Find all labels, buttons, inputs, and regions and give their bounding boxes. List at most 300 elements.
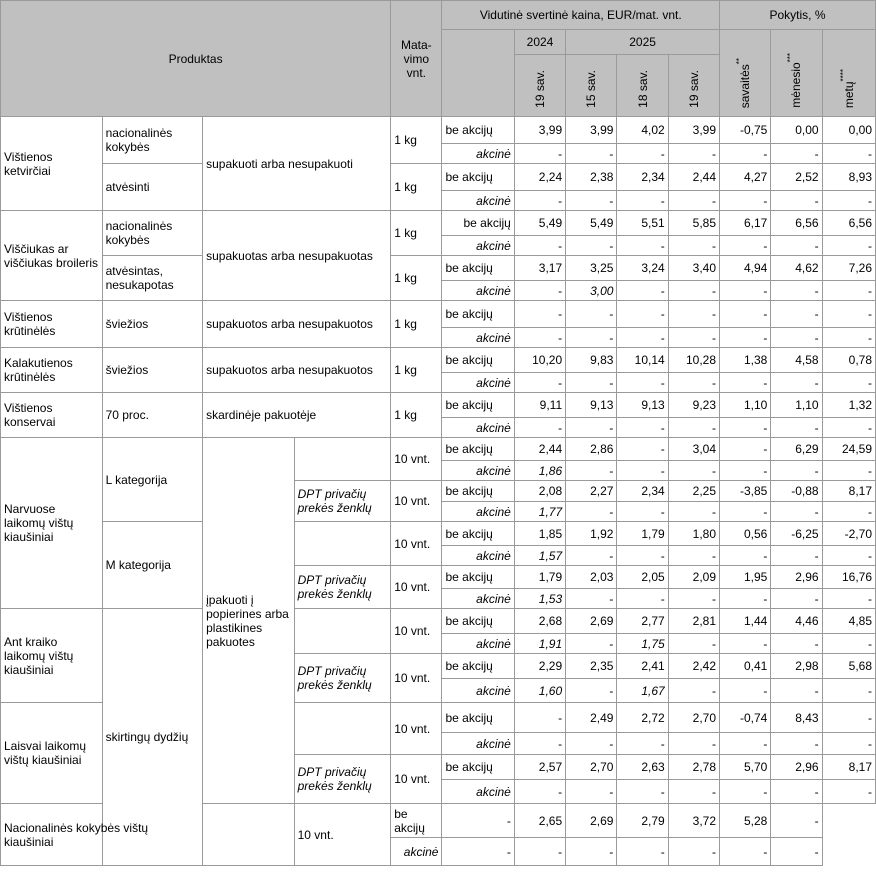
price-type: akcinė	[442, 679, 514, 703]
price-type: akcinė	[442, 502, 514, 522]
price-type: akcinė	[442, 733, 514, 755]
value-cell: 10,14	[617, 348, 668, 373]
value-cell: 1,86	[514, 461, 565, 481]
value-cell: -	[442, 804, 514, 838]
value-cell: 2,27	[566, 481, 617, 502]
value-cell: -	[668, 634, 719, 654]
value-cell: 1,85	[514, 522, 565, 546]
value-cell: 1,67	[617, 679, 668, 703]
price-type: akcinė	[442, 461, 514, 481]
value-cell: 2,81	[668, 609, 719, 634]
value-cell: 2,24	[514, 164, 565, 191]
value-cell: 3,99	[514, 117, 565, 144]
brand	[294, 438, 391, 481]
value-cell: 3,40	[668, 256, 719, 281]
value-cell: 2,57	[514, 755, 565, 780]
value-cell: 5,49	[514, 211, 565, 236]
product-sub: L kategorija	[102, 438, 203, 522]
value-cell: 4,94	[720, 256, 771, 281]
value-cell: 2,44	[668, 164, 719, 191]
unit: 10 vnt.	[391, 438, 442, 481]
value-cell: 3,17	[514, 256, 565, 281]
value-cell: -	[514, 418, 565, 438]
value-cell: -	[617, 328, 668, 348]
price-type: be akcijų	[442, 654, 514, 679]
value-cell: 3,25	[566, 256, 617, 281]
value-cell: 1,77	[514, 502, 565, 522]
product-pack: supakuotos arba nesupakuotos	[203, 301, 391, 348]
value-cell: 4,46	[771, 609, 822, 634]
product-name: Narvuose laikomų vištų kiaušiniai	[1, 438, 103, 609]
product-name: Kalakutienos krūtinėlės	[1, 348, 103, 393]
product-name: Vištienos konservai	[1, 393, 103, 438]
unit: 10 vnt.	[391, 703, 442, 755]
value-cell: 0,56	[720, 522, 771, 546]
value-cell: -	[720, 780, 771, 804]
value-cell: -	[822, 301, 875, 328]
value-cell: 5,85	[668, 211, 719, 236]
product-pack: supakuoti arba nesupakuoti	[203, 117, 391, 211]
unit: 1 kg	[391, 117, 442, 164]
value-cell: 2,72	[617, 703, 668, 733]
brand-dpt: DPT privačių prekės ženklų	[294, 654, 391, 703]
header-unit: Mata- vimo vnt.	[391, 1, 442, 117]
value-cell: -	[668, 281, 719, 301]
header-week-2024-19: 19 sav.	[514, 55, 565, 117]
value-cell: 0,41	[720, 654, 771, 679]
header-week-2025-15: 15 sav.	[566, 55, 617, 117]
value-cell: -	[720, 144, 771, 164]
value-cell: -	[566, 418, 617, 438]
brand	[203, 804, 295, 866]
value-cell: 2,63	[617, 755, 668, 780]
value-cell: -	[566, 191, 617, 211]
price-type: akcinė	[442, 780, 514, 804]
value-cell: 5,28	[720, 804, 771, 838]
value-cell: 8,93	[822, 164, 875, 191]
value-cell: -	[720, 301, 771, 328]
value-cell: -	[566, 328, 617, 348]
value-cell: -	[566, 461, 617, 481]
value-cell: 4,62	[771, 256, 822, 281]
price-type: akcinė	[442, 546, 514, 566]
value-cell: 2,49	[566, 703, 617, 733]
value-cell: 3,24	[617, 256, 668, 281]
value-cell: -2,70	[822, 522, 875, 546]
value-cell: 2,70	[566, 755, 617, 780]
value-cell: -	[617, 281, 668, 301]
value-cell: 1,75	[617, 634, 668, 654]
value-cell: -	[566, 780, 617, 804]
value-cell: -	[720, 438, 771, 461]
value-cell: 0,78	[822, 348, 875, 373]
value-cell: -	[514, 236, 565, 256]
value-cell: 6,17	[720, 211, 771, 236]
value-cell: -	[668, 780, 719, 804]
value-cell: -	[617, 733, 668, 755]
price-type: be akcijų	[442, 609, 514, 634]
price-type: be akcijų	[442, 438, 514, 461]
header-savaites: savaitės**	[720, 30, 771, 117]
unit: 10 vnt.	[294, 804, 391, 866]
price-type: be akcijų	[442, 522, 514, 546]
value-cell: 2,52	[771, 164, 822, 191]
value-cell: 2,35	[566, 654, 617, 679]
value-cell: 9,13	[617, 393, 668, 418]
price-type: akcinė	[442, 589, 514, 609]
price-type: akcinė	[391, 838, 442, 866]
value-cell: 2,96	[771, 566, 822, 589]
value-cell: 9,13	[566, 393, 617, 418]
value-cell: -	[566, 301, 617, 328]
unit: 1 kg	[391, 256, 442, 301]
value-cell: 8,17	[822, 481, 875, 502]
value-cell: -	[822, 634, 875, 654]
unit: 10 vnt.	[391, 609, 442, 654]
value-cell: 7,26	[822, 256, 875, 281]
value-cell: 6,56	[822, 211, 875, 236]
value-cell: 10,28	[668, 348, 719, 373]
value-cell: -	[822, 780, 875, 804]
price-type: akcinė	[442, 236, 514, 256]
value-cell: 6,56	[771, 211, 822, 236]
value-cell: 2,41	[617, 654, 668, 679]
product-sub: nacionalinės kokybės	[102, 211, 203, 256]
price-type: akcinė	[442, 144, 514, 164]
value-cell: 1,91	[514, 634, 565, 654]
unit: 10 vnt.	[391, 755, 442, 804]
value-cell: -	[822, 144, 875, 164]
value-cell: -	[566, 502, 617, 522]
value-cell: -	[442, 838, 514, 866]
value-cell: 24,59	[822, 438, 875, 461]
unit: 1 kg	[391, 301, 442, 348]
value-cell: -	[617, 236, 668, 256]
value-cell: -	[514, 144, 565, 164]
value-cell: -	[617, 191, 668, 211]
value-cell: -	[617, 838, 668, 866]
header-year-2024: 2024	[514, 30, 565, 55]
unit: 1 kg	[391, 211, 442, 256]
value-cell: 0,00	[771, 117, 822, 144]
value-cell: 2,77	[617, 609, 668, 634]
product-pack: skardinėje pakuotėje	[203, 393, 391, 438]
value-cell: -	[514, 281, 565, 301]
value-cell: -	[822, 733, 875, 755]
value-cell: 6,29	[771, 438, 822, 461]
header-change: Pokytis, %	[720, 1, 876, 30]
value-cell: -	[771, 144, 822, 164]
value-cell: -	[822, 373, 875, 393]
value-cell: -	[720, 838, 771, 866]
value-cell: -	[668, 328, 719, 348]
value-cell: 3,99	[668, 117, 719, 144]
brand	[294, 522, 391, 566]
value-cell: -	[771, 679, 822, 703]
value-cell: 4,58	[771, 348, 822, 373]
value-cell: -	[668, 461, 719, 481]
value-cell: -	[668, 418, 719, 438]
value-cell: -	[566, 838, 617, 866]
value-cell: -	[720, 546, 771, 566]
value-cell: 2,69	[566, 609, 617, 634]
value-cell: 2,44	[514, 438, 565, 461]
value-cell: 8,43	[771, 703, 822, 733]
brand	[294, 609, 391, 654]
value-cell: 1,44	[720, 609, 771, 634]
value-cell: -	[822, 281, 875, 301]
value-cell: 1,53	[514, 589, 565, 609]
value-cell: -	[771, 461, 822, 481]
value-cell: 2,29	[514, 654, 565, 679]
price-type: be akcijų	[391, 804, 442, 838]
header-blank	[442, 30, 514, 117]
value-cell: -	[668, 589, 719, 609]
value-cell: -	[566, 546, 617, 566]
value-cell: -6,25	[771, 522, 822, 546]
value-cell: 10,20	[514, 348, 565, 373]
value-cell: -	[771, 502, 822, 522]
value-cell: 2,38	[566, 164, 617, 191]
value-cell: -	[771, 733, 822, 755]
value-cell: 9,11	[514, 393, 565, 418]
value-cell: -	[720, 191, 771, 211]
header-week-2025-19: 19 sav.	[668, 55, 719, 117]
value-cell: -	[566, 589, 617, 609]
value-cell: -0,88	[771, 481, 822, 502]
brand	[294, 703, 391, 755]
value-cell: 1,60	[514, 679, 565, 703]
value-cell: 5,70	[720, 755, 771, 780]
value-cell: 2,69	[566, 804, 617, 838]
value-cell: -0,74	[720, 703, 771, 733]
value-cell: 5,68	[822, 654, 875, 679]
value-cell: 2,09	[668, 566, 719, 589]
value-cell: -	[668, 301, 719, 328]
value-cell: -	[720, 373, 771, 393]
price-type: be akcijų	[442, 256, 514, 281]
value-cell: -	[822, 461, 875, 481]
value-cell: 2,42	[668, 654, 719, 679]
value-cell: 1,32	[822, 393, 875, 418]
value-cell: 2,05	[617, 566, 668, 589]
value-cell: -	[617, 546, 668, 566]
value-cell: 3,00	[566, 281, 617, 301]
price-type: akcinė	[442, 373, 514, 393]
value-cell: -	[668, 679, 719, 703]
value-cell: -	[514, 838, 565, 866]
value-cell: -	[771, 804, 822, 838]
value-cell: 2,96	[771, 755, 822, 780]
value-cell: 4,27	[720, 164, 771, 191]
value-cell: -	[720, 733, 771, 755]
value-cell: 4,85	[822, 609, 875, 634]
unit: 1 kg	[391, 164, 442, 211]
value-cell: -	[771, 236, 822, 256]
value-cell: 8,17	[822, 755, 875, 780]
header-week-2025-18: 18 sav.	[617, 55, 668, 117]
product-sub: šviežios	[102, 301, 203, 348]
value-cell: -	[822, 502, 875, 522]
header-price: Vidutinė svertinė kaina, EUR/mat. vnt.	[442, 1, 720, 30]
product-name: Ant kraiko laikomų vištų kiaušiniai	[1, 609, 103, 703]
header-menesio: mėnesio***	[771, 30, 822, 117]
value-cell: 2,78	[668, 755, 719, 780]
value-cell: -	[668, 733, 719, 755]
value-cell: -3,85	[720, 481, 771, 502]
value-cell: -	[617, 780, 668, 804]
value-cell: 2,86	[566, 438, 617, 461]
header-metu: metų****	[822, 30, 875, 117]
product-sub: M kategorija	[102, 522, 203, 609]
value-cell: -	[720, 679, 771, 703]
value-cell: 1,10	[720, 393, 771, 418]
price-type: be akcijų	[442, 117, 514, 144]
value-cell: 1,79	[617, 522, 668, 546]
brand-dpt: DPT privačių prekės ženklų	[294, 755, 391, 804]
product-sub: skirtingų dydžių	[102, 609, 203, 866]
value-cell: -	[771, 589, 822, 609]
value-cell: -0,75	[720, 117, 771, 144]
price-type: be akcijų	[442, 703, 514, 733]
value-cell: 1,80	[668, 522, 719, 546]
price-type: be akcijų	[442, 481, 514, 502]
value-cell: -	[617, 418, 668, 438]
value-cell: -	[566, 144, 617, 164]
unit: 10 vnt.	[391, 654, 442, 703]
value-cell: -	[514, 191, 565, 211]
product-name: Vištienos krūtinėlės	[1, 301, 103, 348]
value-cell: 16,76	[822, 566, 875, 589]
value-cell: -	[617, 301, 668, 328]
price-type: be akcijų	[442, 301, 514, 328]
value-cell: -	[771, 281, 822, 301]
unit: 10 vnt.	[391, 481, 442, 522]
value-cell: -	[822, 191, 875, 211]
value-cell: -	[771, 634, 822, 654]
value-cell: -	[514, 301, 565, 328]
value-cell: -	[514, 328, 565, 348]
value-cell: -	[514, 780, 565, 804]
value-cell: -	[617, 144, 668, 164]
unit: 1 kg	[391, 393, 442, 438]
product-sub: nacionalinės kokybės	[102, 117, 203, 164]
price-type: akcinė	[442, 418, 514, 438]
value-cell: 5,51	[617, 211, 668, 236]
value-cell: -	[617, 589, 668, 609]
price-type: akcinė	[442, 634, 514, 654]
value-cell: 1,95	[720, 566, 771, 589]
value-cell: 1,79	[514, 566, 565, 589]
value-cell: 3,04	[668, 438, 719, 461]
value-cell: -	[566, 733, 617, 755]
value-cell: -	[668, 838, 719, 866]
price-type: be akcijų	[442, 566, 514, 589]
value-cell: -	[771, 301, 822, 328]
price-type: be akcijų	[442, 164, 514, 191]
value-cell: -	[720, 236, 771, 256]
product-name: Vištienos ketvirčiai	[1, 117, 103, 211]
brand-dpt: DPT privačių prekės ženklų	[294, 566, 391, 609]
value-cell: -	[668, 502, 719, 522]
unit: 10 vnt.	[391, 566, 442, 609]
price-type: be akcijų	[442, 393, 514, 418]
value-cell: -	[720, 461, 771, 481]
value-cell: -	[822, 679, 875, 703]
value-cell: -	[822, 546, 875, 566]
value-cell: -	[822, 703, 875, 733]
value-cell: 2,25	[668, 481, 719, 502]
value-cell: -	[822, 236, 875, 256]
value-cell: -	[771, 546, 822, 566]
value-cell: -	[668, 236, 719, 256]
value-cell: -	[720, 328, 771, 348]
value-cell: -	[514, 373, 565, 393]
product-pack: supakuotas arba nesupakuotas	[203, 211, 391, 301]
value-cell: 9,23	[668, 393, 719, 418]
product-sub: atvėsintas, nesukapotas	[102, 256, 203, 301]
price-type: akcinė	[442, 328, 514, 348]
value-cell: -	[720, 589, 771, 609]
value-cell: 1,92	[566, 522, 617, 546]
product-pack: supakuotos arba nesupakuotos	[203, 348, 391, 393]
price-type: be akcijų	[442, 755, 514, 780]
value-cell: 1,38	[720, 348, 771, 373]
value-cell: 2,70	[668, 703, 719, 733]
value-cell: -	[720, 502, 771, 522]
value-cell: 2,08	[514, 481, 565, 502]
value-cell: -	[566, 634, 617, 654]
value-cell: -	[771, 418, 822, 438]
unit: 10 vnt.	[391, 522, 442, 566]
value-cell: 2,79	[617, 804, 668, 838]
value-cell: -	[668, 191, 719, 211]
value-cell: -	[617, 502, 668, 522]
price-type: akcinė	[442, 281, 514, 301]
value-cell: 4,02	[617, 117, 668, 144]
value-cell: -	[822, 589, 875, 609]
value-cell: -	[514, 703, 565, 733]
value-cell: -	[771, 780, 822, 804]
value-cell: -	[771, 838, 822, 866]
value-cell: 2,03	[566, 566, 617, 589]
unit: 1 kg	[391, 348, 442, 393]
value-cell: -	[668, 373, 719, 393]
product-name: Nacionalinės kokybės vištų kiaušiniai	[1, 804, 203, 866]
value-cell: 2,68	[514, 609, 565, 634]
value-cell: 9,83	[566, 348, 617, 373]
value-cell: -	[668, 546, 719, 566]
product-sub: atvėsinti	[102, 164, 203, 211]
value-cell: 0,00	[822, 117, 875, 144]
product-sub: 70 proc.	[102, 393, 203, 438]
value-cell: -	[566, 679, 617, 703]
brand-dpt: DPT privačių prekės ženklų	[294, 481, 391, 522]
value-cell: 2,34	[617, 481, 668, 502]
product-pack: įpakuoti į popierines arba plastikines pakuotes	[203, 438, 295, 804]
value-cell: 2,65	[514, 804, 565, 838]
header-produktas: Produktas	[1, 1, 391, 117]
value-cell: 5,49	[566, 211, 617, 236]
product-name: Laisvai laikomų vištų kiaušiniai	[1, 703, 103, 804]
value-cell: -	[668, 144, 719, 164]
value-cell: 3,99	[566, 117, 617, 144]
value-cell: -	[771, 191, 822, 211]
value-cell: -	[617, 461, 668, 481]
value-cell: -	[617, 438, 668, 461]
value-cell: -	[822, 328, 875, 348]
value-cell: -	[771, 328, 822, 348]
